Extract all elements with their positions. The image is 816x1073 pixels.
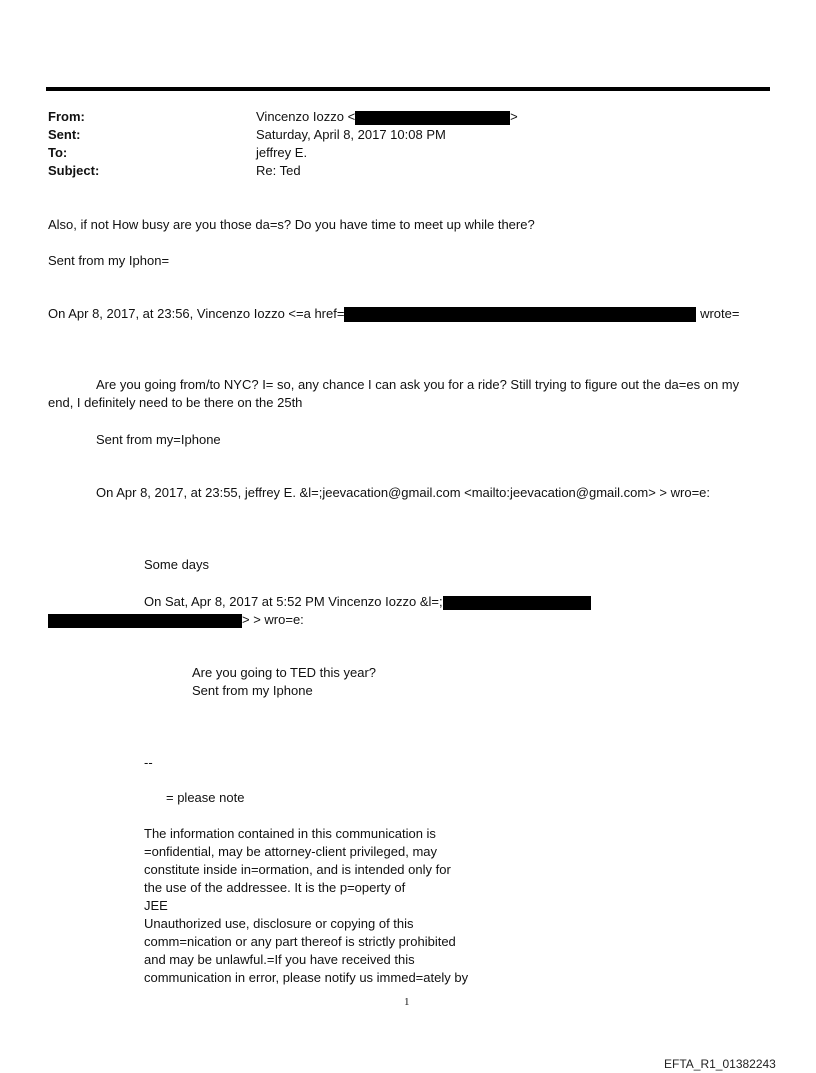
quoted-sent-from: Sent from my=Iphone	[96, 432, 221, 447]
body-sent-from: Sent from my Iphon=	[48, 253, 170, 268]
top-rule	[46, 87, 770, 91]
disclaimer-line: and may be unlawful.=If you have received this	[144, 952, 415, 967]
from-open-bracket: <	[347, 109, 356, 124]
quoted-para-line-1: Are you going from/to NYC? I= so, any chance I can ask you for a ride? Still trying to figure out the da=es on my	[96, 377, 740, 392]
quoted-para-line-2: end, I definitely need to be there on the 25th	[48, 395, 303, 410]
quote3-suffix: > > wro=e:	[242, 612, 304, 627]
redaction-box	[443, 596, 591, 610]
page-number: 1	[404, 996, 410, 1008]
sent-value: Saturday, April 8, 2017 10:08 PM	[256, 127, 446, 142]
subject-value: Re: Ted	[256, 163, 301, 178]
subject-label: Subject:	[48, 163, 100, 178]
disclaimer-line: JEE	[144, 898, 168, 913]
to-value: jeffrey E.	[256, 145, 308, 160]
quoted-sent-from-iphone: Sent from my Iphone	[192, 683, 313, 698]
disclaimer-line: =onfidential, may be attorney-client privileged, may	[144, 844, 438, 859]
redaction-box	[355, 111, 510, 125]
body-line-1: Also, if not How busy are you those da=s? Do you have time to meet up while there?	[48, 217, 535, 232]
sent-label: Sent:	[48, 127, 81, 142]
reply-some-days: Some days	[144, 557, 210, 572]
from-name: Vincenzo Iozzo	[256, 109, 344, 124]
quoted-ted-question: Are you going to TED this year?	[192, 665, 377, 680]
quote-header-2: On Apr 8, 2017, at 23:55, jeffrey E. &l=;jeevacation@gmail.com <mailto:jeevacation@gmail.com> > wro=e:	[96, 485, 711, 500]
from-close-bracket: >	[510, 109, 518, 124]
quote1-suffix: wrote=	[700, 306, 740, 321]
from-value	[256, 109, 518, 125]
quote1-prefix: On Apr 8, 2017, at 23:56, Vincenzo Iozzo <=a href=	[48, 306, 345, 321]
disclaimer-line: The information contained in this communication is	[144, 826, 436, 841]
quote3-prefix: On Sat, Apr 8, 2017 at 5:52 PM Vincenzo Iozzo &l=;	[144, 594, 443, 609]
signature-dashes: --	[144, 755, 153, 770]
from-label: From:	[48, 109, 85, 124]
to-label: To:	[48, 145, 68, 160]
disclaimer-line: communication in error, please notify us immed=ately by	[144, 970, 469, 985]
document-id: EFTA_R1_01382243	[664, 1057, 776, 1071]
please-note: = please note	[166, 790, 245, 805]
disclaimer-line: constitute inside in=ormation, and is intended only for	[144, 862, 451, 877]
disclaimer-line: the use of the addressee. It is the p=operty of	[144, 880, 406, 895]
quote-header-3	[144, 594, 591, 610]
redaction-box	[344, 307, 696, 322]
quote-header-3-cont	[48, 612, 304, 628]
quote-header-1	[48, 306, 739, 322]
redaction-box	[48, 614, 242, 628]
disclaimer-line: Unauthorized use, disclosure or copying of this	[144, 916, 414, 931]
disclaimer-line: comm=nication or any part thereof is strictly prohibited	[144, 934, 456, 949]
disclaimer-block	[144, 825, 468, 987]
